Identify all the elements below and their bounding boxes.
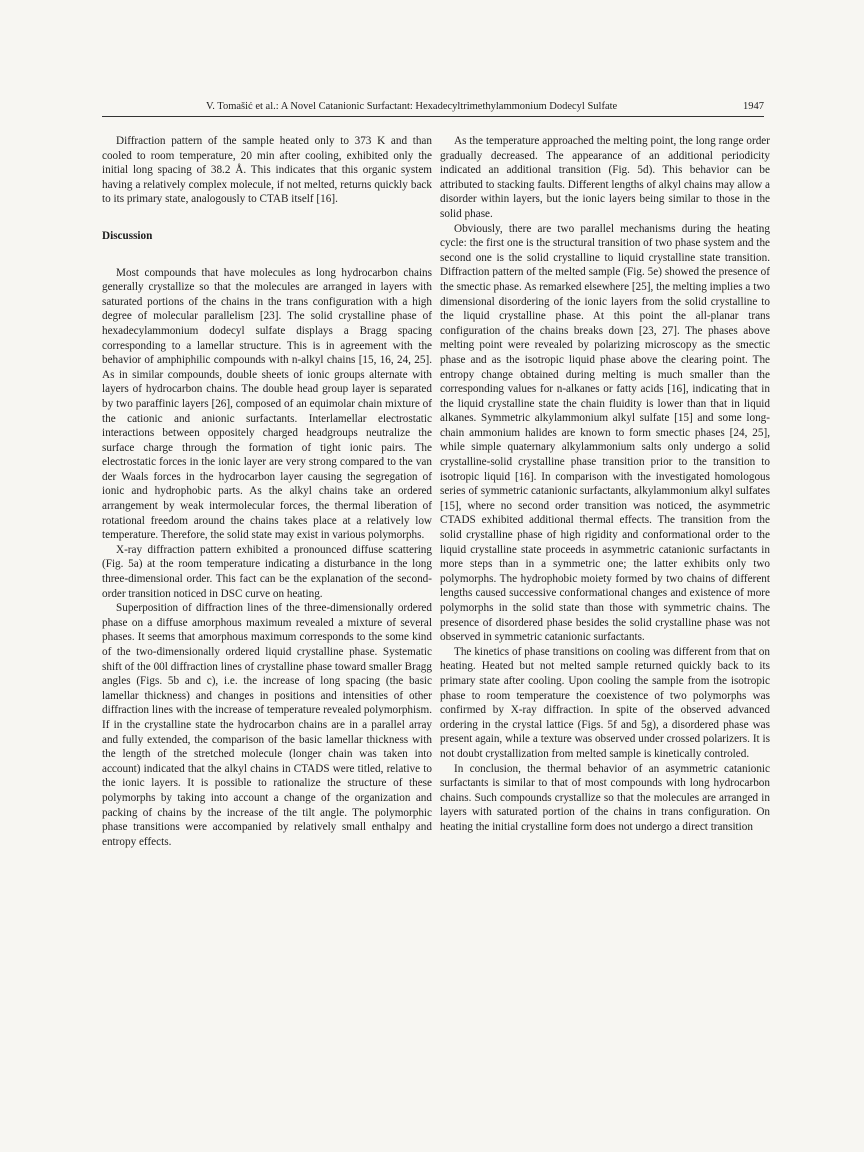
left-column <box>102 134 432 849</box>
paragraph-discussion-2: X-ray diffraction pattern exhibited a pronounced diffuse scattering (Fig. 5a) at the room temperature indicating a disturbance in the long three-dimensional order. This fact can be the explanation of the second-order transition noticed in DSC curve on heating. <box>102 543 432 600</box>
paragraph-right-3: The kinetics of phase transitions on cooling was different from that on heating. Heated but not melted sample returned quickly back to its primary state after cooling. Upon cooling the sample from the isotropic phase to room temperature the coexistence of two polymorphs was confirmed by X-ray diffraction. In spite of the observed advanced ordering in the crystal lattice (Figs. 5f and 5g), a disordered phase was present again, while a texture was observed under crossed polarizers. It is not doubt crystallization from melted sample is kinetically controled. <box>440 645 770 760</box>
right-column <box>440 134 770 835</box>
running-head-title: V. Tomašić et al.: A Novel Catanionic Surfactant: Hexadecyltrimethylammonium Dodecyl Sulfate <box>206 101 618 112</box>
paragraph-right-1: As the temperature approached the melting point, the long range order gradually decreased. The appearance of an additional periodicity indicated an additional transition (Fig. 5d). This behavior can be attributed to stacking faults. Different lengths of alkyl chains may allow a disorder within layers, but the ionic layers being similar to those in the solid phase. <box>440 135 770 220</box>
paragraph-intro: Diffraction pattern of the sample heated only to 373 K and than cooled to room temperature, 20 min after cooling, exhibited only the initial long spacing of 38.2 Å. This indicates that this organic system having a relatively complex molecule, if not melted, returns quickly back to its primary state, analogously to CTAB itself [16]. <box>102 135 432 206</box>
section-heading-discussion: Discussion <box>102 229 153 242</box>
paragraph-right-4: In conclusion, the thermal behavior of an asymmetric catanionic surfactants is similar to that of most compounds with long hydrocarbon chains. Such compounds crystallize so that the molecules are arranged in layers with saturated portion of the chains in trans configuration. On heating the initial crystalline form does not undergo a direct transition <box>440 762 770 833</box>
page-number: 1947 <box>743 101 764 112</box>
paragraph-discussion-3: Superposition of diffraction lines of the three-dimensionally ordered phase on a diffuse amorphous maximum revealed a mixture of several phases. It seems that amorphous maximum corresponds to the some kind of the two-dimensionally ordered liquid crystalline phase. Systematic shift of the 00l diffraction lines of crystalline phase toward smaller Bragg angles (Figs. 5b and c), i.e. the increase of long spacing (the basic lamellar thickness) and changes in positions and intensities of other diffraction lines with the increase of temperature revealed polymorphism. If in the crystalline state the hydrocarbon chains are in a parallel array and fully extended, the comparison of the basic lamellar thickness with the length of the stretched molecule (longer chain was taken into account) indicated that the alkyl chains in CTADS were titled, relative to the ionic layers. It is possible to rationalize the structure of these polymorphs by taking into account a change of the organization and packing of chains by the increase of the tilt angle. The polymorphic phase transitions were accompanied by relatively small enthalpy and entropy effects. <box>102 602 432 848</box>
running-head <box>102 100 764 117</box>
paragraph-right-2: Obviously, there are two parallel mechanisms during the heating cycle: the first one is the structural transition of two phase system and the second one is the solid crystalline to liquid crystalline state transition. Diffraction pattern of the melted sample (Fig. 5e) showed the presence of the smectic phase. As remarked elsewhere [25], the melting implies a two dimensional disordering of the ionic layers from the solid crystalline to the liquid crystalline phase. At this point the all-planar trans configuration of the chains breaks down [23, 27]. The phases above melting point were revealed by polarizing microscopy as the smectic phase and as the isotropic liquid phase above the clearing point. The entropy change obtained during melting is much smaller than the corresponding values for n-alkanes or fatty acids [16], indicating that in the liquid crystalline state the chain fluidity is lower than that in liquid alkanes. Symmetric alkylammonium alkyl sulfate [15] and some long-chain ammonium halides are known to form smectic phases [24, 25], while simple quaternary alkylammonium salts only undergo a solid crystalline-solid crystalline phase transition prior to the transition to isotropic liquid [16]. In comparison with the investigated homologous series of symmetric catanionic surfactants, alkylammonium alkyl sulfates [15], where no second order transition was noticed, the asymmetric CTADS exhibited additional thermal effects. The transition from the solid crystalline phase of high rigidity and conformational order to the liquid crystalline state proceeds in asymmetric catanionic surfactants in more steps than in a symmetric one; the latter exhibits only two polymorphs. The hydrophobic moiety formed by two chains of different lengths caused successive conformational changes and existence of more polymorphs in the solid state than those with symmetric chains. The presence of disordered phase besides the solid crystalline phase was not observed in symmetric catanionic surfactants. <box>440 222 770 644</box>
paragraph-discussion-1: Most compounds that have molecules as long hydrocarbon chains generally crystallize so that the molecules are arranged in layers with saturated portions of the chains in the trans configuration with a high degree of molecular parallelism [23]. The solid crystalline phase of hexadecylammonium dodecyl sulfate displays a Bragg spacing corresponding to a lamellar structure. This is in agreement with the behavior of amphiphilic compounds with n-alkyl chains [15, 16, 24, 25]. As in similar compounds, double sheets of ionic groups alternate with layers of hydrocarbon chains. The double head group layer is separated by two paraffinic layers [26], composed of an equimolar chain mixture of the cationic and anionic surfactants. Interlamellar electrostatic interactions between oppositely charged headgroups neutralize the surface charge through the formation of tight ionic pairs. The electrostatic forces in the ionic layer are very strong compared to the van der Waals forces in the hydrocarbon layer causing the segregation of ionic and hydrophobic parts. As the alkyl chains take an ordered arrangement by weak intermolecular forces, the thermal liberation of rotational freedom around the chains takes place at a relatively low temperature. Therefore, the solid state may exist in various polymorphs. <box>102 266 432 542</box>
